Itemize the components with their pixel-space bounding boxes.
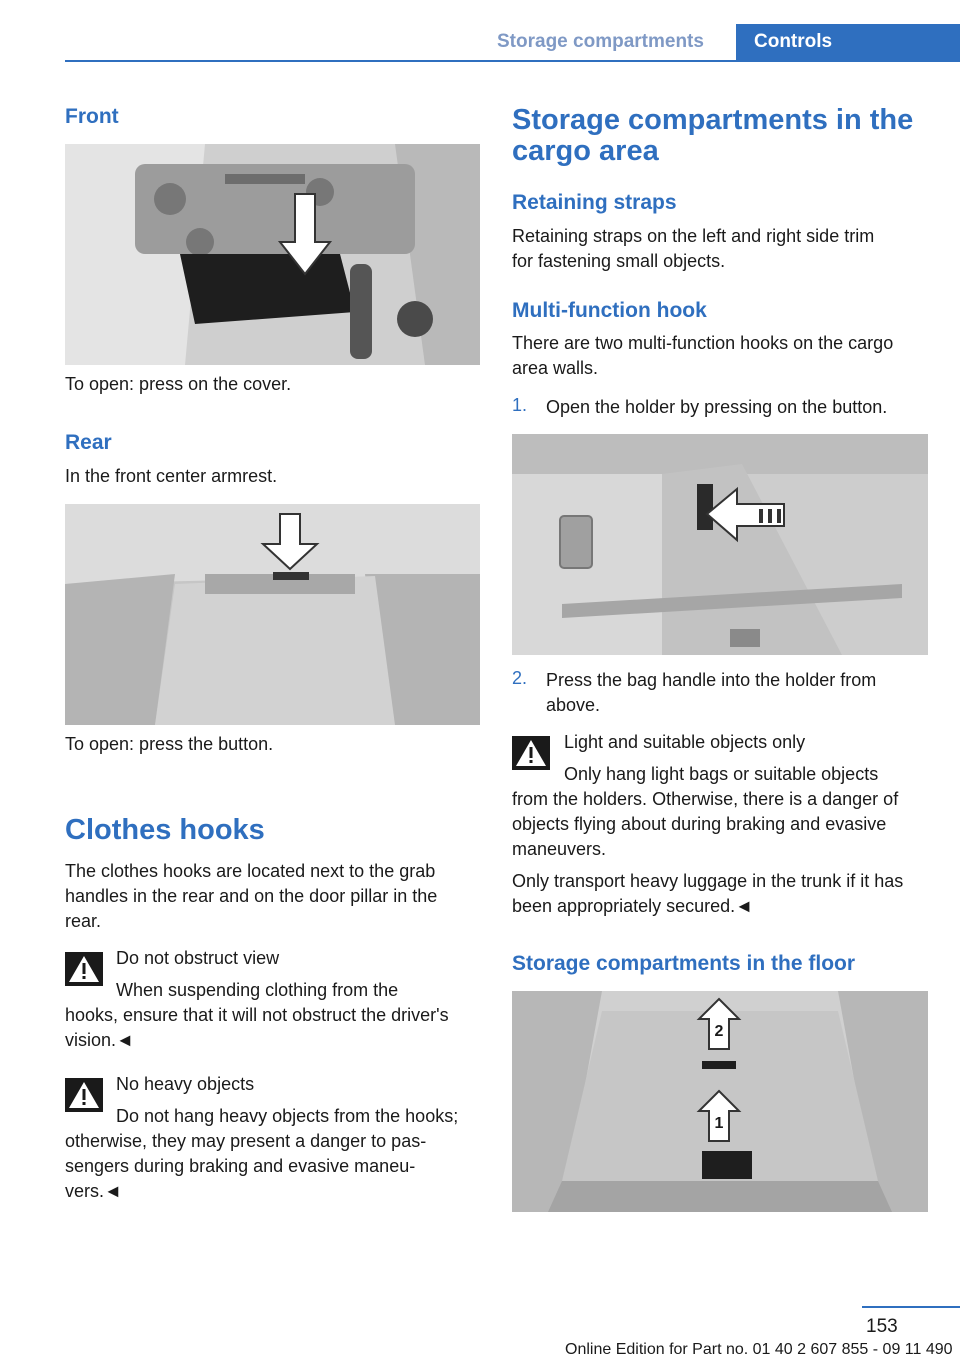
floor-storage-heading: Storage compartments in the floor: [512, 952, 856, 975]
warning-light-line-2: from the holders. Otherwise, there is a danger of: [512, 789, 899, 809]
front-compartment-figure: [65, 144, 480, 365]
warning-heavy-title: No heavy objects: [116, 1074, 255, 1094]
clothes-hooks-body-line-2: handles in the rear and on the door pillar in the: [65, 886, 438, 906]
step-2-line-2: above.: [546, 695, 601, 715]
multi-function-hook-heading: Multi-function hook: [512, 299, 707, 322]
warning-heavy-line-3: sengers during braking and evasive maneu-: [65, 1156, 416, 1176]
clothes-hooks-body-line-3: rear.: [65, 911, 102, 931]
retaining-straps-heading: Retaining straps: [512, 191, 677, 214]
warning-obstruct-line-3: vision.◄: [65, 1030, 134, 1050]
warning-light-title: Light and suitable objects only: [564, 732, 806, 752]
warning-icon: [512, 736, 550, 770]
warning-light-line-4: maneuvers.: [512, 839, 607, 859]
warning-icon: [65, 1078, 103, 1112]
step-number: 1.: [512, 395, 528, 415]
header-section-title: Storage compartments: [497, 31, 704, 52]
rear-caption: To open: press the button.: [65, 734, 274, 754]
clothes-hooks-heading: Clothes hooks: [65, 814, 265, 846]
warning-obstruct-title: Do not obstruct view: [116, 948, 280, 968]
warning-heavy-line-1: Do not hang heavy objects from the hooks;: [116, 1106, 459, 1126]
floor-storage-figure: [512, 991, 928, 1212]
retaining-straps-line-2: for fastening small objects.: [512, 251, 726, 271]
multi-function-hook-line-2: area walls.: [512, 358, 599, 378]
warning-light-line-3: objects flying about during braking and evasive: [512, 814, 887, 834]
step-2-line-1: Press the bag handle into the holder from: [546, 670, 877, 690]
footer-rule: [862, 1306, 960, 1308]
floor-marker-1: 1: [714, 1115, 724, 1132]
warning-heavy-line-2: otherwise, they may present a danger to pas-: [65, 1131, 427, 1151]
multi-function-hook-figure: [512, 434, 928, 655]
warning-obstruct-line-1: When suspending clothing from the: [116, 980, 399, 1000]
warning-light-line-6: been appropriately secured.◄: [512, 896, 753, 916]
step-number: 2.: [512, 668, 528, 688]
cargo-area-heading-line-2: cargo area: [512, 135, 659, 167]
retaining-straps-line-1: Retaining straps on the left and right side trim: [512, 226, 875, 246]
front-heading: Front: [65, 105, 119, 128]
header-rule: [65, 60, 960, 62]
page-number: 153: [866, 1316, 898, 1337]
edition-note: Online Edition for Part no. 01 40 2 607 855 - 09 11 490: [565, 1341, 953, 1358]
warning-icon: [65, 952, 103, 986]
clothes-hooks-body-line-1: The clothes hooks are located next to the grab: [65, 861, 436, 881]
cargo-area-heading-line-1: Storage compartments in the: [512, 104, 914, 136]
rear-intro: In the front center armrest.: [65, 466, 278, 486]
floor-marker-2: 2: [714, 1023, 724, 1040]
rear-heading: Rear: [65, 431, 112, 454]
warning-obstruct-line-2: hooks, ensure that it will not obstruct the driver's: [65, 1005, 449, 1025]
multi-function-hook-line-1: There are two multi-function hooks on the cargo: [512, 333, 894, 353]
warning-heavy-line-4: vers.◄: [65, 1181, 122, 1201]
rear-armrest-figure: [65, 504, 480, 725]
front-caption: To open: press on the cover.: [65, 374, 292, 394]
warning-light-line-5: Only transport heavy luggage in the trunk if it has: [512, 871, 904, 891]
step-1-text: Open the holder by pressing on the button.: [546, 397, 888, 417]
header-chapter-tab: Controls: [736, 24, 960, 62]
warning-light-line-1: Only hang light bags or suitable objects: [564, 764, 879, 784]
